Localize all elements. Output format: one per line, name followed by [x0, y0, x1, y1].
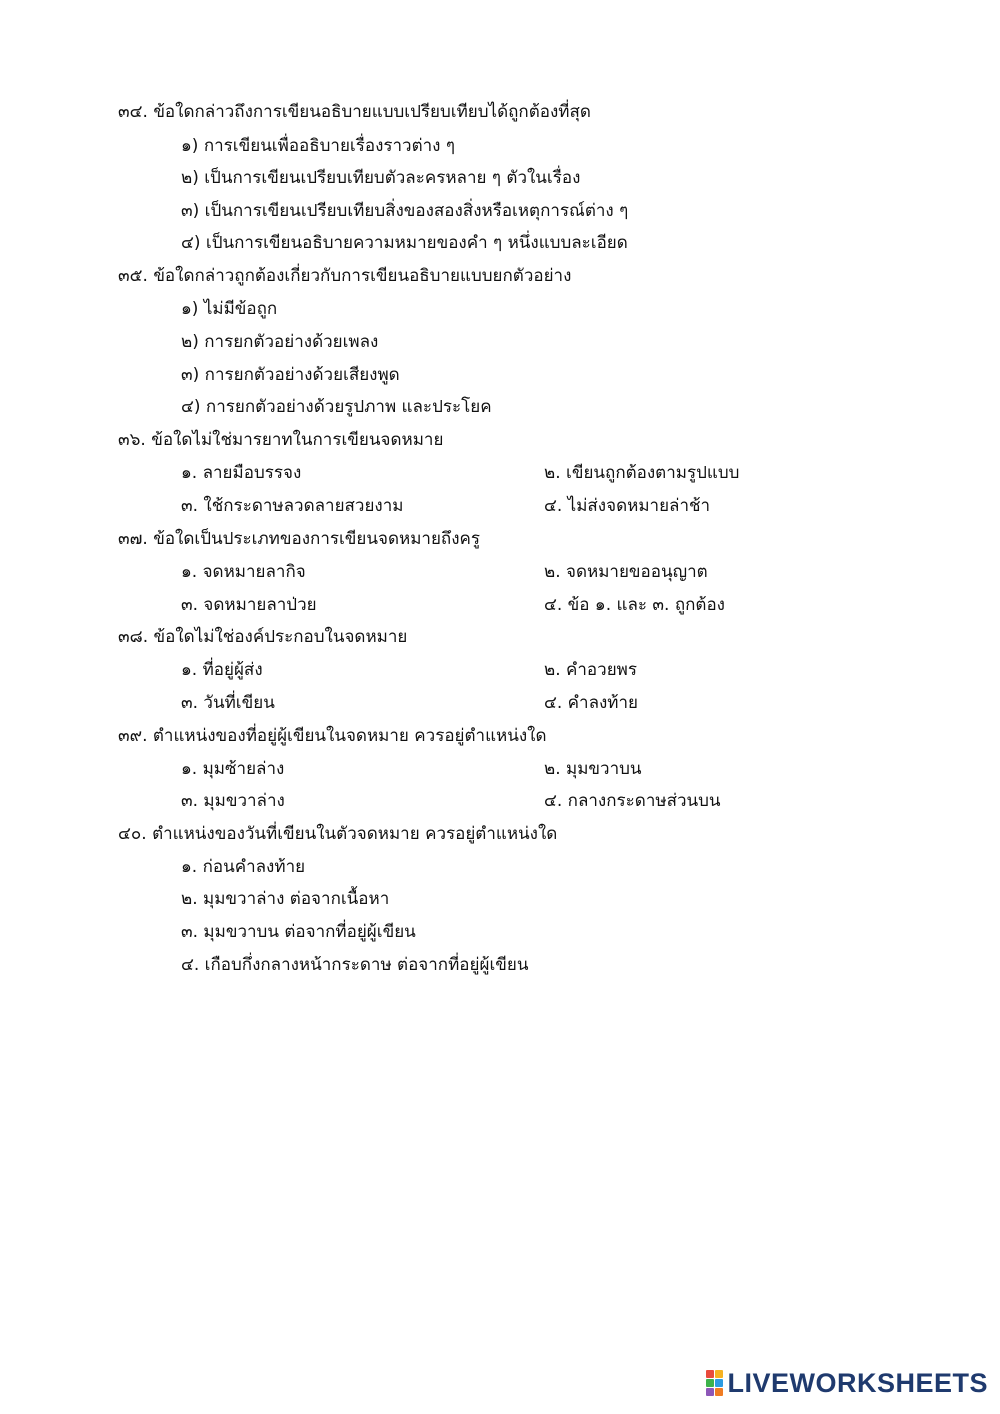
question-37-option-1[interactable]: ๑. จดหมายลากิจ [181, 562, 306, 582]
logo-text: LIVEWORKSHEETS [727, 1367, 988, 1398]
question-37-option-4[interactable]: ๔. ข้อ ๑. และ ๓. ถูกต้อง [544, 595, 725, 615]
question-36-option-2[interactable]: ๒. เขียนถูกต้องตามรูปแบบ [544, 463, 740, 483]
question-40-option-4[interactable]: ๔. เกือบกึ่งกลางหน้ากระดาษ ต่อจากที่อยู่ผู้เขียน [181, 955, 529, 975]
question-text: ตำแหน่งของวันที่เขียนในตัวจดหมาย ควรอยู่ตำแหน่งใด [152, 824, 558, 844]
question-34-option-3[interactable]: ๓) เป็นการเขียนเปรียบเทียบสิ่งของสองสิ่งหรือเหตุการณ์ต่าง ๆ [181, 201, 629, 221]
question-38-option-2[interactable]: ๒. คำอวยพร [544, 660, 637, 680]
liveworksheets-logo[interactable] [706, 1368, 988, 1398]
question-number: ๓๗. [118, 529, 148, 549]
question-34-option-4[interactable]: ๔) เป็นการเขียนอธิบายความหมายของคำ ๆ หนึ่งแบบละเอียด [181, 233, 628, 253]
question-40-option-3[interactable]: ๓. มุมขวาบน ต่อจากที่อยู่ผู้เขียน [181, 922, 416, 942]
question-35-option-3[interactable]: ๓) การยกตัวอย่างด้วยเสียงพูด [181, 365, 400, 385]
question-39-option-2[interactable]: ๒. มุมขวาบน [544, 759, 642, 779]
question-number: ๓๕. [118, 266, 148, 286]
question-text: ข้อใดกล่าวถูกต้องเกี่ยวกับการเขียนอธิบายแบบยกตัวอย่าง [153, 266, 572, 286]
question-text: ข้อใดกล่าวถึงการเขียนอธิบายแบบเปรียบเทียบได้ถูกต้องที่สุด [153, 102, 591, 122]
question-38-option-4[interactable]: ๔. คำลงท้าย [544, 693, 639, 713]
question-40-option-1[interactable]: ๑. ก่อนคำลงท้าย [181, 857, 306, 877]
question-37 [118, 527, 480, 551]
question-number: ๓๔. [118, 102, 148, 122]
question-34-option-2[interactable]: ๒) เป็นการเขียนเปรียบเทียบตัวละครหลาย ๆ ตัวในเรื่อง [181, 168, 581, 188]
question-37-option-2[interactable]: ๒. จดหมายขออนุญาต [544, 562, 708, 582]
question-38-option-1[interactable]: ๑. ที่อยู่ผู้ส่ง [181, 660, 263, 680]
question-35-option-1[interactable]: ๑) ไม่มีข้อถูก [181, 299, 278, 319]
question-34-option-1[interactable]: ๑) การเขียนเพื่ออธิบายเรื่องราวต่าง ๆ [181, 136, 456, 156]
question-39 [118, 724, 547, 748]
question-number: ๓๙. [118, 726, 148, 746]
question-39-option-3[interactable]: ๓. มุมขวาล่าง [181, 791, 285, 811]
question-36-option-4[interactable]: ๔. ไม่ส่งจดหมายล่าช้า [544, 496, 711, 516]
question-37-option-3[interactable]: ๓. จดหมายลาป่วย [181, 595, 317, 615]
question-number: ๓๘. [118, 627, 149, 647]
question-text: ข้อใดเป็นประเภทของการเขียนจดหมายถึงครู [153, 529, 481, 549]
question-number: ๓๖. [118, 430, 146, 450]
question-text: ข้อใดไม่ใช่มารยาทในการเขียนจดหมาย [151, 430, 444, 450]
question-text: ข้อใดไม่ใช่องค์ประกอบในจดหมาย [153, 627, 408, 647]
question-35-option-4[interactable]: ๔) การยกตัวอย่างด้วยรูปภาพ และประโยค [181, 397, 492, 417]
question-36-option-1[interactable]: ๑. ลายมือบรรจง [181, 463, 302, 483]
question-35-option-2[interactable]: ๒) การยกตัวอย่างด้วยเพลง [181, 332, 379, 352]
question-39-option-4[interactable]: ๔. กลางกระดาษส่วนบน [544, 791, 721, 811]
question-36-option-3[interactable]: ๓. ใช้กระดาษลวดลายสวยงาม [181, 496, 404, 516]
question-36 [118, 428, 443, 452]
liveworksheets-logo-icon [706, 1370, 723, 1396]
question-40-option-2[interactable]: ๒. มุมขวาล่าง ต่อจากเนื้อหา [181, 889, 390, 909]
question-39-option-1[interactable]: ๑. มุมซ้ายล่าง [181, 759, 285, 779]
question-text: ตำแหน่งของที่อยู่ผู้เขียนในจดหมาย ควรอยู่ตำแหน่งใด [152, 726, 547, 746]
question-38-option-3[interactable]: ๓. วันที่เขียน [181, 693, 275, 713]
question-40 [118, 822, 557, 846]
question-34 [118, 100, 591, 124]
question-38 [118, 625, 407, 649]
question-35 [118, 264, 571, 288]
question-number: ๔๐. [118, 824, 147, 844]
